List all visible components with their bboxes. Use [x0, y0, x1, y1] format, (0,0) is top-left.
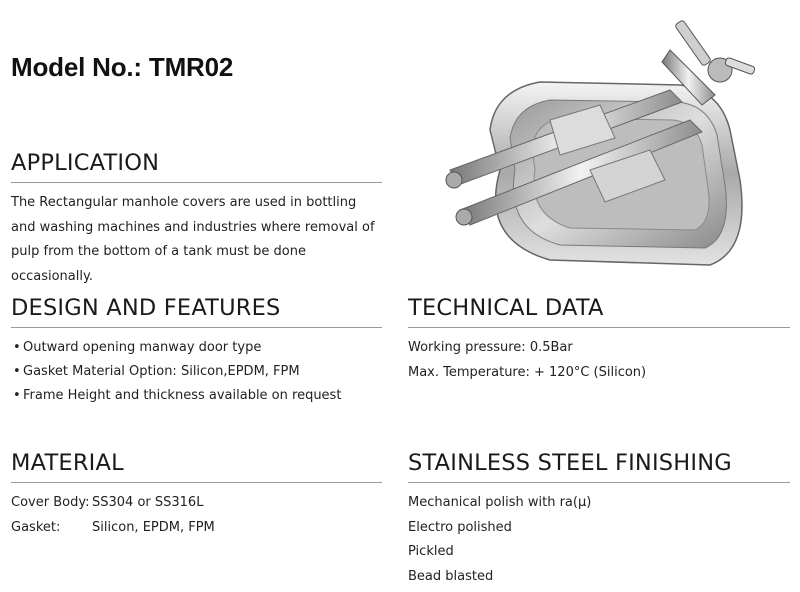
technical-line: Working pressure: 0.5Bar	[408, 340, 573, 355]
bullet: •	[13, 340, 21, 355]
finishing-line: Electro polished	[408, 519, 512, 535]
list-item	[11, 336, 382, 360]
technical-data-heading: TECHNICAL DATA	[408, 295, 604, 321]
material-value: Silicon, EPDM, FPM	[92, 519, 215, 535]
finishing-heading: STAINLESS STEEL FINISHING	[408, 450, 732, 476]
material-value: SS304 or SS316L	[92, 495, 204, 510]
list-item	[11, 384, 382, 408]
divider	[11, 182, 382, 183]
application-heading: APPLICATION	[11, 150, 160, 176]
manhole-cover-image	[440, 10, 760, 275]
technical-data-section	[408, 293, 790, 385]
technical-line: Max. Temperature: + 120°C (Silicon)	[408, 364, 647, 380]
divider	[11, 327, 382, 328]
material-key: Cover Body:	[11, 495, 90, 510]
feature-text: Gasket Material Option: Silicon,EPDM, FPM	[23, 364, 300, 379]
finishing-line: Bead blasted	[408, 568, 494, 584]
material-row	[11, 491, 382, 516]
divider	[408, 482, 790, 483]
divider	[408, 327, 790, 328]
design-features-heading: DESIGN AND FEATURES	[11, 295, 281, 321]
material-key: Gasket:	[11, 519, 61, 535]
model-title: Model No.: TMR02	[11, 52, 234, 82]
material-row	[11, 516, 382, 541]
finishing-line: Pickled	[408, 544, 454, 559]
features-list	[11, 336, 382, 408]
application-section	[11, 148, 382, 289]
material-section	[11, 448, 382, 540]
material-heading: MATERIAL	[11, 450, 124, 476]
feature-text: Frame Height and thickness available on request	[23, 388, 342, 403]
divider	[11, 482, 382, 483]
design-features-section	[11, 293, 382, 408]
application-text: The Rectangular manhole covers are used in bottling and washing machines and industries where removal of pulp from the bottom of a tank must be done occasionally.	[11, 195, 375, 284]
feature-text: Outward opening manway door type	[23, 340, 262, 355]
bullet: •	[13, 388, 21, 403]
finishing-section	[408, 448, 790, 589]
finishing-line: Mechanical polish with ra(μ)	[408, 495, 592, 510]
list-item	[11, 360, 382, 384]
bullet: •	[13, 364, 21, 379]
